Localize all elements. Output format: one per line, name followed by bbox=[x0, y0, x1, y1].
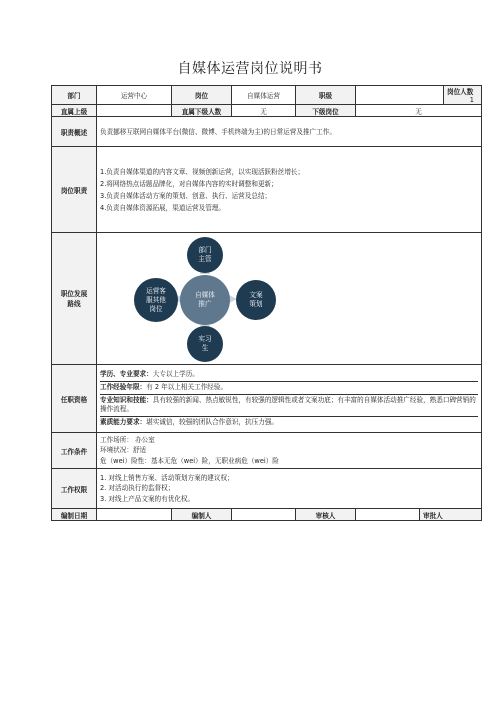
node-center: 自媒体 推广 bbox=[180, 275, 230, 325]
condition-item: 环境状况：舒适 bbox=[100, 446, 147, 455]
date-value bbox=[97, 509, 172, 521]
duty-item: 4.负责自媒体资源拓展，渠道运营及管理。 bbox=[100, 203, 225, 212]
career-path-diagram-cell bbox=[97, 233, 482, 365]
duty-item: 3.负责自媒体活动方案的策划、创意、执行、运营及总结； bbox=[100, 191, 272, 200]
node-bottom: 实习 生 bbox=[187, 326, 223, 362]
dept-value: 运营中心 bbox=[97, 86, 172, 105]
qualification-education: 学历、专业要求：大专以上学历。 bbox=[100, 369, 478, 382]
table-row bbox=[52, 147, 482, 233]
node-top: 部门 主管 bbox=[187, 237, 223, 273]
approver-cell bbox=[420, 509, 482, 521]
dept-label: 部门 bbox=[52, 86, 97, 105]
superior-value bbox=[97, 105, 172, 117]
qualifications-label: 任职资格 bbox=[52, 365, 97, 433]
subordinate-post-value: 无 bbox=[356, 105, 482, 117]
duty-item: 1.负责自媒体渠道的内容文章、视频创新运营，以实现活跃粉丝增长； bbox=[100, 167, 305, 176]
table-row bbox=[52, 105, 482, 117]
position-value: 自媒体运营 bbox=[232, 86, 296, 105]
position-label: 岗位 bbox=[172, 86, 232, 105]
job-description-table bbox=[51, 85, 482, 521]
headcount-cell bbox=[444, 86, 482, 105]
superior-label: 直属上级 bbox=[52, 105, 97, 117]
reviewer-value bbox=[356, 509, 420, 521]
approver-label: 审批人 bbox=[423, 511, 443, 520]
qualification-competency: 素质能力要求：堪实诚信，较强的团队合作意识，抗压力强。 bbox=[100, 417, 279, 426]
authority-label: 工作权限 bbox=[52, 469, 97, 509]
authority-list bbox=[97, 469, 482, 509]
reviewer-label: 审核人 bbox=[296, 509, 356, 521]
career-path-diagram bbox=[97, 233, 481, 364]
qualifications-cell bbox=[97, 365, 482, 433]
table-row bbox=[52, 86, 482, 105]
qualification-experience: 工作经验年限：有 2 年以上相关工作经验。 bbox=[100, 382, 478, 395]
table-row bbox=[52, 469, 482, 509]
node-left: 运营客 服其他 岗位 bbox=[134, 278, 178, 322]
overview-text: 负责挪移互联网自媒体平台(微信、微博、手机终端为主)的日常运营及推广工作。 bbox=[97, 117, 482, 147]
table-row bbox=[52, 233, 482, 365]
table-row bbox=[52, 365, 482, 433]
career-path-label: 职位发展路线 bbox=[52, 233, 97, 365]
duties-label: 岗位职责 bbox=[52, 147, 97, 233]
conditions-list bbox=[97, 433, 482, 469]
condition-item: 工作场所： 办公室 bbox=[100, 435, 155, 444]
subordinate-post-label: 下级岗位 bbox=[296, 105, 356, 117]
overview-label: 职责概述 bbox=[52, 117, 97, 147]
duty-item: 2.将网络热点话题品牌化，对自媒体内容的实时调整和更新； bbox=[100, 179, 278, 188]
conditions-label: 工作条件 bbox=[52, 433, 97, 469]
table-row bbox=[52, 509, 482, 521]
duties-list bbox=[97, 147, 482, 233]
author-label: 编制人 bbox=[172, 509, 232, 521]
date-label: 编制日期 bbox=[52, 509, 97, 521]
rank-label: 职级 bbox=[296, 86, 356, 105]
direct-reports-label: 直属下级人数 bbox=[172, 105, 232, 117]
rank-value bbox=[356, 86, 444, 105]
authority-item: 1. 对线上销售方案、活动策划方案的建议权； bbox=[100, 473, 234, 482]
table-row bbox=[52, 433, 482, 469]
headcount-label: 岗位人数 bbox=[447, 88, 474, 96]
qualification-skills: 专业知识和技能：具有较强的新闻、热点敏锐性，有较强的逻辑性或者文案功底；有丰富的自媒体活动推广经验，熟悉口碑营销的操作流程。 bbox=[100, 395, 478, 417]
author-value bbox=[232, 509, 296, 521]
authority-item: 3. 对线上产品文案的有优化权。 bbox=[100, 494, 195, 503]
condition-item: 危（wei）险性：基本无危（wei）险，无职业病危（wei）险 bbox=[100, 456, 279, 465]
direct-reports-value: 无 bbox=[232, 105, 296, 117]
authority-item: 2. 对活动执行的监督权； bbox=[100, 484, 175, 493]
document-title: 自媒体运营岗位说明书 bbox=[177, 61, 323, 77]
headcount-value: 1 bbox=[469, 96, 474, 104]
node-right: 文案 策划 bbox=[236, 280, 276, 320]
table-row bbox=[52, 117, 482, 147]
